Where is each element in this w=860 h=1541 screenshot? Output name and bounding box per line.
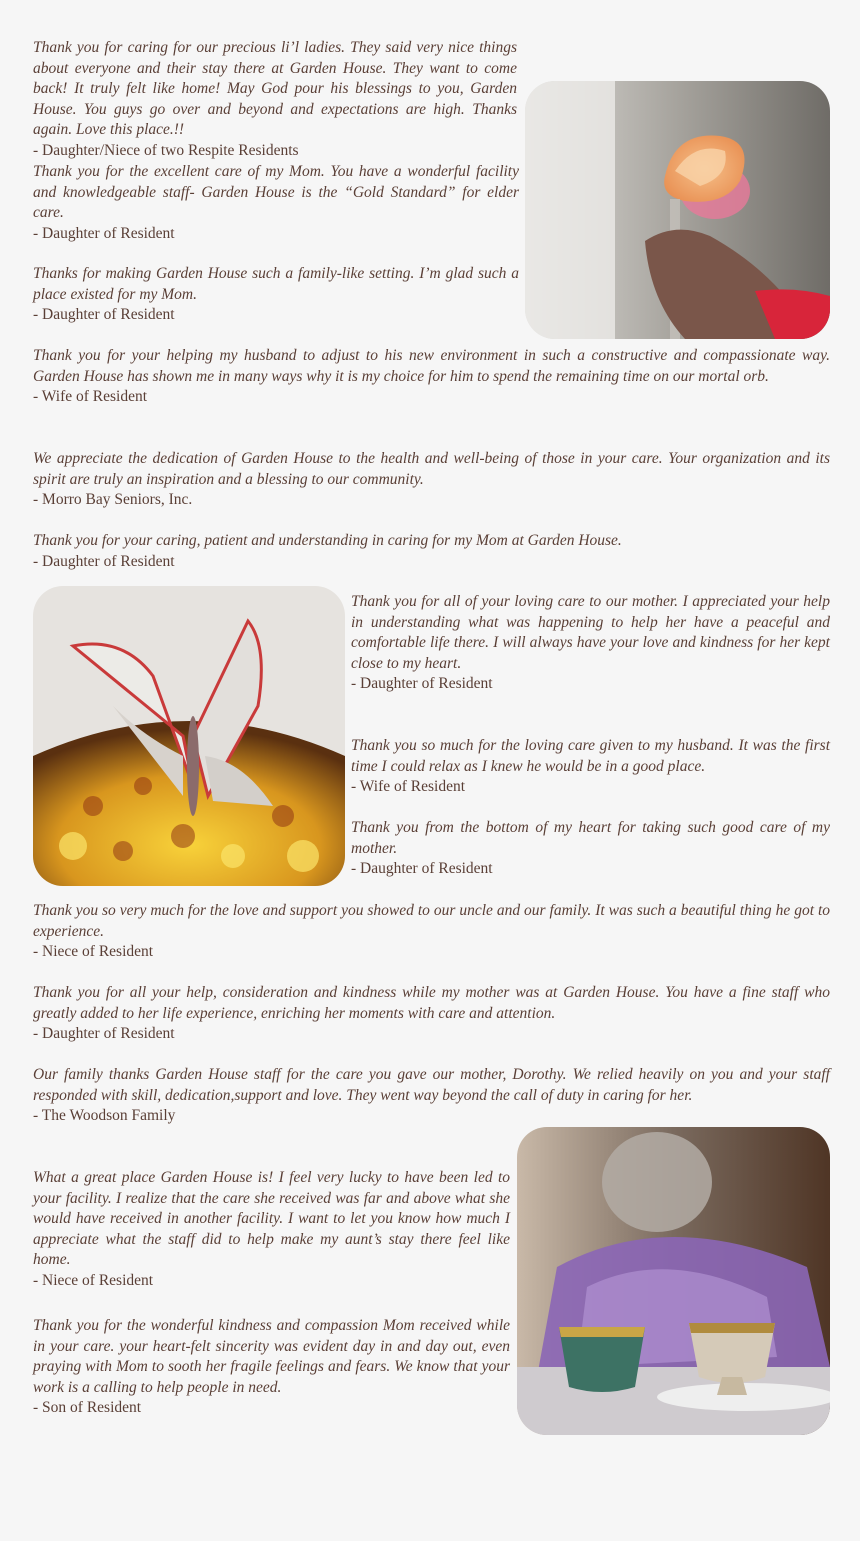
testimonial-1 [33, 38, 830, 161]
testimonial-8 [351, 736, 830, 798]
testimonial-author: - Niece of Resident [33, 943, 154, 960]
teacups-photo [517, 1127, 830, 1435]
testimonial-10 [33, 901, 830, 963]
testimonial-author: - Morro Bay Seniors, Inc. [33, 491, 193, 508]
photo-wrap-spacer [525, 79, 830, 139]
testimonial-author: - Wife of Resident [33, 388, 148, 405]
testimonial-quote: Thanks for making Garden House such a family-like setting. I’m glad such a place existed for my Mom. [33, 265, 519, 303]
testimonial-author: - Daughter/Niece of two Respite Residents [33, 141, 299, 159]
testimonial-quote: Thank you for all your help, consideration and kindness while my mother was at Garden House. You have a fine staff who greatly added to her life experience, enriching her moments with care and attention. [33, 984, 830, 1022]
testimonial-12 [33, 1065, 830, 1127]
testimonial-2 [33, 162, 519, 244]
testimonial-quote: We appreciate the dedication of Garden House to the health and well-being of those in your care. Your organization and its spirit are truly an inspiration and a blessing to our community. [33, 450, 830, 488]
testimonial-author: - Daughter of Resident [351, 675, 493, 692]
testimonial-quote: Thank you for the excellent care of my Mom. You have a wonderful facility and knowledgeable staff- Garden House is the “Gold Standard” for elder care. [33, 163, 519, 221]
testimonial-quote: Thank you from the bottom of my heart for taking such good care of my mother. [351, 819, 830, 857]
testimonial-author: - Wife of Resident [351, 778, 466, 795]
testimonial-quote: Thank you for your helping my husband to adjust to his new environment in such a constructive and compassionate way. Garden House has shown me in many ways why it is my choice for him to spend the remaining time on our mortal orb. [33, 347, 830, 385]
testimonial-4 [33, 346, 830, 408]
testimonial-author: - Daughter of Resident [33, 224, 175, 242]
testimonial-author: - Daughter of Resident [33, 1025, 175, 1042]
testimonial-author: - Daughter of Resident [33, 306, 175, 323]
testimonial-author: - Daughter of Resident [33, 552, 175, 570]
testimonial-quote: Thank you for all of your loving care to our mother. I appreciated your help in understanding what was happening to help her have a peaceful and comfortable life there. I will always have your love and kindness for her kept close to my heart. [351, 593, 830, 672]
testimonial-6 [33, 531, 830, 572]
butterfly-lamp-image [33, 586, 345, 886]
testimonial-quote: Thank you so very much for the love and support you showed to our uncle and our family. It was such a beautiful thing he got to experience. [33, 902, 830, 940]
testimonial-quote: Our family thanks Garden House staff for the care you gave our mother, Dorothy. We relied heavily on you and your staff responded with skill, dedication,support and love. They went way beyond the call of duty in caring for her. [33, 1066, 830, 1104]
testimonial-3 [33, 264, 519, 326]
testimonial-13 [33, 1168, 510, 1291]
testimonial-11 [33, 983, 830, 1045]
testimonial-9 [351, 818, 830, 880]
testimonial-7 [351, 592, 830, 695]
testimonial-author: - Niece of Resident [33, 1271, 154, 1289]
teacups-image [517, 1127, 830, 1435]
testimonial-5 [33, 449, 830, 511]
testimonial-quote: Thank you for your caring, patient and understanding in caring for my Mom at Garden House. [33, 532, 622, 549]
testimonial-author: - Son of Resident [33, 1399, 142, 1416]
testimonial-quote: Thank you for caring for our precious li’l ladies. They said very nice things about everyone and their stay there at Garden House. They want to come back! It truly felt like home! May God pour his blessings to you, Garden House. You guys go over and beyond and expectations are high. Thanks again. Love this place.!! [33, 38, 830, 141]
testimonial-quote: Thank you for the wonderful kindness and compassion Mom received while in your care. your heart-felt sincerity was evident day in and day out, even praying with Mom to sooth her fragile feelings and fears. We know that your work is a calling to help people in need. [33, 1317, 510, 1396]
testimonial-14 [33, 1316, 510, 1419]
testimonial-author: - The Woodson Family [33, 1107, 176, 1124]
testimonial-quote: What a great place Garden House is! I feel very lucky to have been led to your facility. I realize that the care she received was far and above what she would have received in another facility. I want to let you know how much I appreciate what the staff did to help make my aunt’s stay there feel like home. [33, 1169, 510, 1268]
testimonial-author: - Daughter of Resident [351, 860, 493, 877]
testimonial-quote: Thank you so much for the loving care given to my husband. It was the first time I could relax as I knew he would be in a good place. [351, 737, 830, 775]
butterfly-lamp-photo [33, 586, 345, 886]
